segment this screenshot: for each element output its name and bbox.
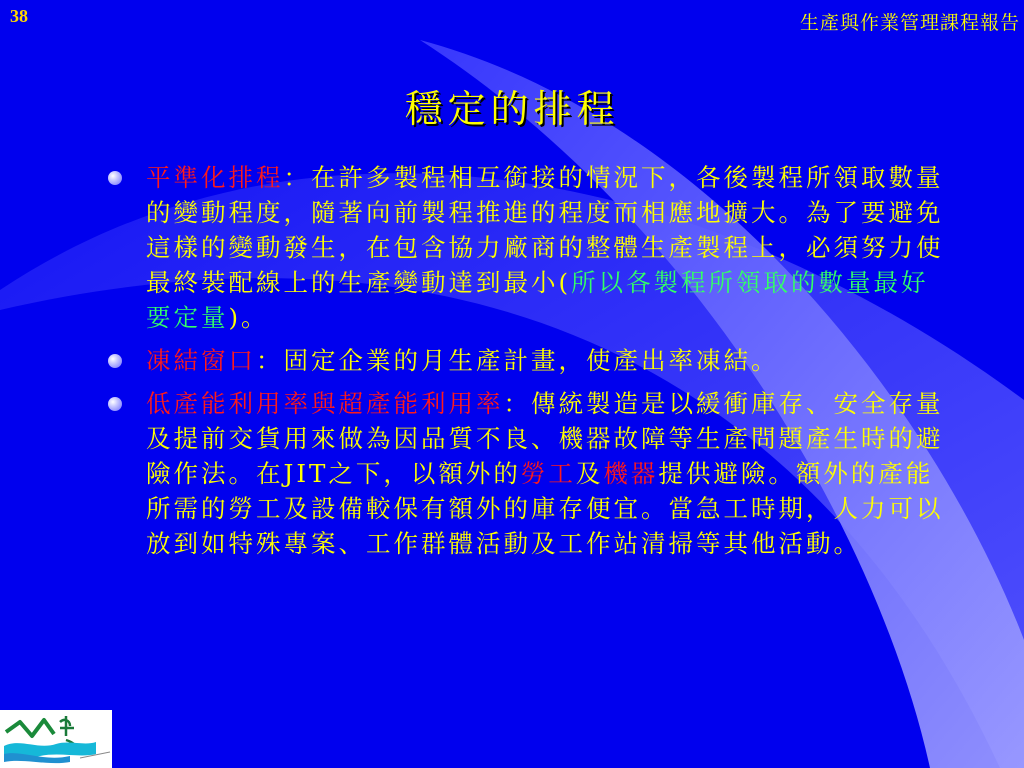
- bullet-item-capacity-utilization: [104, 386, 944, 561]
- bullet-dot-icon: [108, 354, 122, 368]
- bullet-body-part-a: 傳統製造是以緩衝庫存、安全存量及提前交貨用來做為因品質不良、機器故障等生產問題產生時的避險作法。在JIT之下，以額外的: [146, 389, 944, 488]
- highlight-machines: 機器: [603, 459, 659, 488]
- bullet-body: 在許多製程相互銜接的情況下，各後製程所領取數量的變動程度，隨著向前製程推進的程度而相應地擴大。為了要避免這樣的變動發生，在包含協力廠商的整體生產製程上，必須努力使最終裝配線上的生產變動達到最小(: [146, 163, 944, 297]
- school-logo-icon: [0, 710, 112, 768]
- bullet-list: [104, 160, 944, 569]
- bullet-connector: 及: [575, 459, 604, 488]
- slide-title: 穩定的排程: [404, 87, 620, 131]
- bullet-separator: ：: [256, 346, 284, 375]
- bullet-term: 低產能利用率與超產能利用率: [146, 389, 504, 418]
- bullet-item-leveled-scheduling: [104, 160, 944, 335]
- bullet-separator: ：: [283, 163, 311, 192]
- bullet-dot-icon: [108, 171, 122, 185]
- page-number: 38: [10, 6, 28, 26]
- bullet-term: 平準化排程: [146, 163, 284, 192]
- bullet-note: 所以各製程所領取的數量最好要定量: [146, 268, 929, 332]
- bullet-body: 固定企業的月生產計畫，使產出率凍結。: [283, 346, 779, 375]
- bullet-term: 凍結窗口: [146, 346, 256, 375]
- bullet-separator: ：: [503, 389, 531, 418]
- bullet-body-part-b: 提供避險。額外的產能所需的勞工及設備較保有額外的庫存便宜。當急工時期，人力可以放到如特殊專案、工作群體活動及工作站清掃等其他活動。: [146, 459, 944, 558]
- course-title: 生產與作業管理課程報告: [799, 12, 1020, 34]
- school-logo-graphic: [0, 710, 112, 768]
- bullet-item-freeze-window: [104, 343, 944, 378]
- bullet-close: )。: [228, 303, 269, 332]
- highlight-labor: 勞工: [520, 459, 576, 488]
- bullet-dot-icon: [108, 397, 122, 411]
